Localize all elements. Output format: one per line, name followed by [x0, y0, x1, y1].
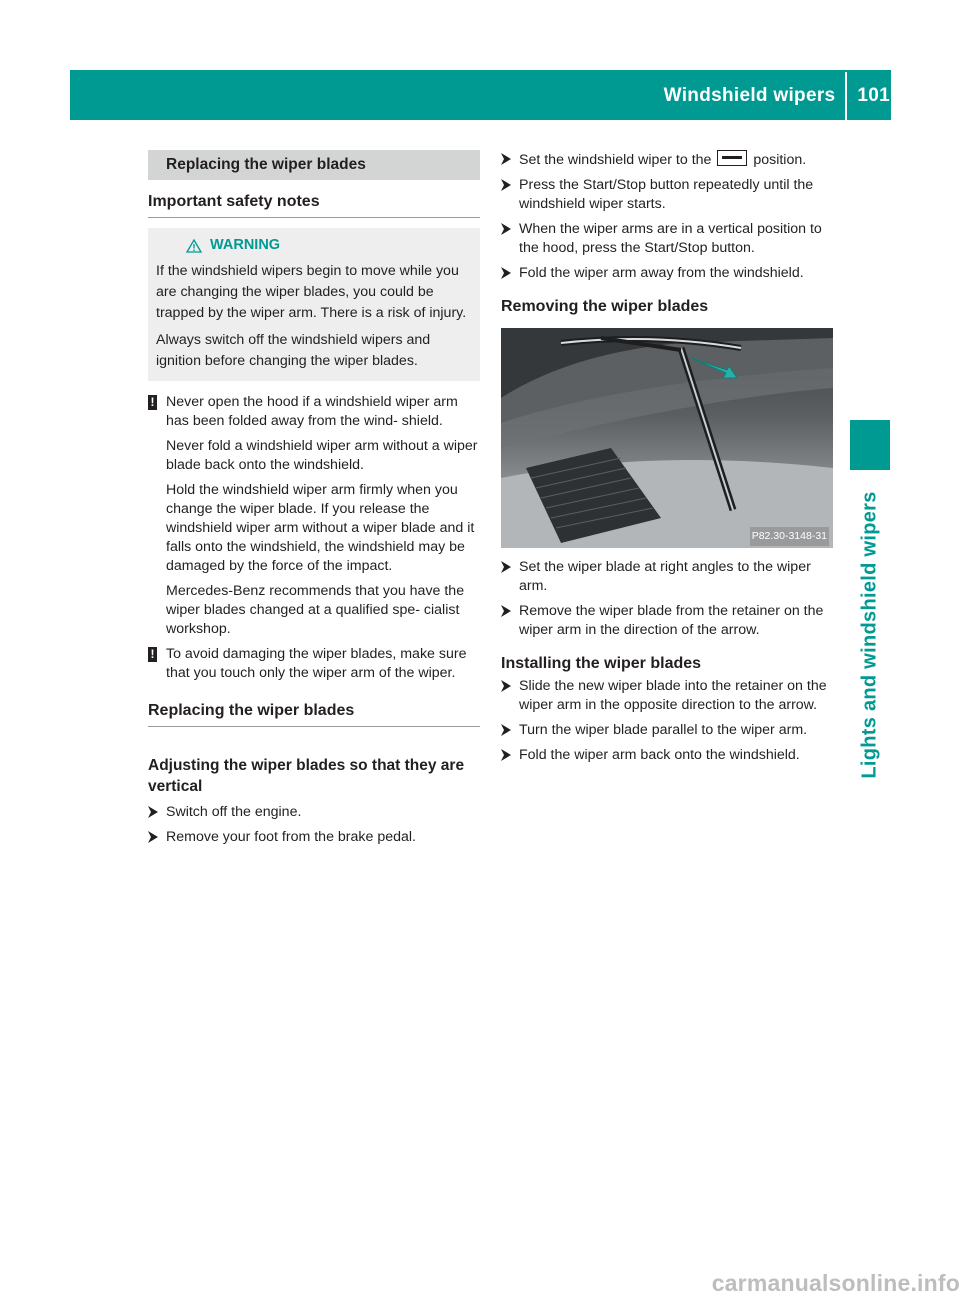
wiper-figure: [501, 328, 833, 548]
notice-2-text-1: To avoid damaging the wiper blades, make sure that you touch only the wiper arm of the wiper.: [166, 646, 467, 681]
notice-2: [148, 645, 480, 683]
step-text: Remove your foot from the brake pedal.: [166, 829, 416, 845]
warning-text-2: Always switch off the windshield wipers and ignition before changing the wiper blades.: [156, 332, 431, 369]
step-text-after: position.: [753, 152, 807, 168]
left-column: [148, 150, 480, 853]
side-tab-label: Lights and windshield wipers: [858, 491, 881, 779]
step-arrow-icon: [501, 223, 511, 235]
step-arrow-icon: [148, 831, 158, 843]
exclamation-icon: !: [148, 395, 157, 410]
safety-heading: Important safety notes: [148, 192, 480, 218]
step-text: Turn the wiper blade parallel to the wiper arm.: [519, 722, 808, 738]
right-column: [501, 150, 833, 771]
warning-triangle-icon: [186, 239, 202, 253]
list-item: [501, 558, 833, 596]
notice-1-text-3: Hold the windshield wiper arm firmly when you change the wiper blade. If you release the windshield wiper arm without a wiper blade and it falls onto the windshield, the windshield may be damaged by the force of the impact.: [166, 482, 475, 574]
header-title: Windshield wipers: [663, 85, 836, 106]
step-text: Press the Start/Stop button repeatedly until the windshield wiper starts.: [519, 177, 814, 212]
header-separator: [845, 72, 847, 120]
step-text: Slide the new wiper blade into the retainer on the wiper arm in the opposite direction to the arrow.: [519, 678, 827, 713]
step-arrow-icon: [501, 267, 511, 279]
notice-1: [148, 393, 480, 639]
wiper-position-symbol-icon: [717, 150, 747, 166]
step-arrow-icon: [501, 724, 511, 736]
list-item: [501, 264, 833, 283]
warning-text-1: If the windshield wipers begin to move while you are changing the wiper blades, you could be trapped by the wiper arm. There is a risk of injury.: [156, 263, 467, 321]
step-arrow-icon: [501, 605, 511, 617]
step-arrow-icon: [501, 749, 511, 761]
figure-label: P82.30-3148-31: [750, 527, 829, 546]
list-item: [501, 150, 833, 170]
adjusting-steps: [148, 803, 480, 847]
notice-1-text-1: Never open the hood if a windshield wiper arm has been folded away from the wind- shield.: [166, 394, 458, 429]
replacing-heading: Replacing the wiper blades: [148, 701, 480, 727]
step-arrow-icon: [501, 561, 511, 573]
step-text: Set the wiper blade at right angles to the wiper arm.: [519, 559, 811, 594]
list-item: [501, 176, 833, 214]
list-item: [148, 803, 480, 822]
list-item: [148, 828, 480, 847]
warning-box: [148, 228, 480, 381]
header: [664, 80, 890, 112]
list-item: [501, 721, 833, 740]
step-text: Switch off the engine.: [166, 804, 302, 820]
removing-heading: Removing the wiper blades: [501, 298, 709, 315]
adjusting-heading: Adjusting the wiper blades so that they are vertical: [148, 757, 465, 795]
list-item: [501, 602, 833, 640]
notice-1-text-2: Never fold a windshield wiper arm without a wiper blade back onto the windshield.: [166, 438, 478, 473]
list-item: [501, 677, 833, 715]
warning-title-row: [156, 236, 474, 255]
step-text: Fold the wiper arm back onto the windshield.: [519, 747, 800, 763]
page-number: 101: [857, 85, 890, 106]
warning-title: WARNING: [210, 237, 281, 253]
list-item: [501, 746, 833, 765]
step-text: When the wiper arms are in a vertical position to the hood, press the Start/Stop button.: [519, 221, 822, 256]
installing-steps: [501, 677, 833, 765]
step-arrow-icon: [148, 806, 158, 818]
removing-steps: [501, 558, 833, 640]
installing-heading: Installing the wiper blades: [501, 655, 702, 672]
step-arrow-icon: [501, 680, 511, 692]
step-text-before: Set the windshield wiper to the: [519, 152, 712, 168]
wiper-illustration: [501, 328, 833, 548]
step-text: Remove the wiper blade from the retainer on the wiper arm in the direction of the arrow.: [519, 603, 824, 638]
watermark: carmanualsonline.info: [711, 1270, 960, 1296]
step-arrow-icon: [501, 153, 511, 165]
side-tab-marker: [850, 420, 890, 470]
exclamation-icon: !: [148, 647, 157, 662]
position-steps: [501, 150, 833, 283]
list-item: [501, 220, 833, 258]
step-text: Fold the wiper arm away from the windshield.: [519, 265, 804, 281]
section-heading: Replacing the wiper blades: [148, 150, 480, 180]
notice-1-text-4: Mercedes-Benz recommends that you have the wiper blades changed at a qualified spe- cialist workshop.: [166, 583, 465, 637]
step-arrow-icon: [501, 179, 511, 191]
